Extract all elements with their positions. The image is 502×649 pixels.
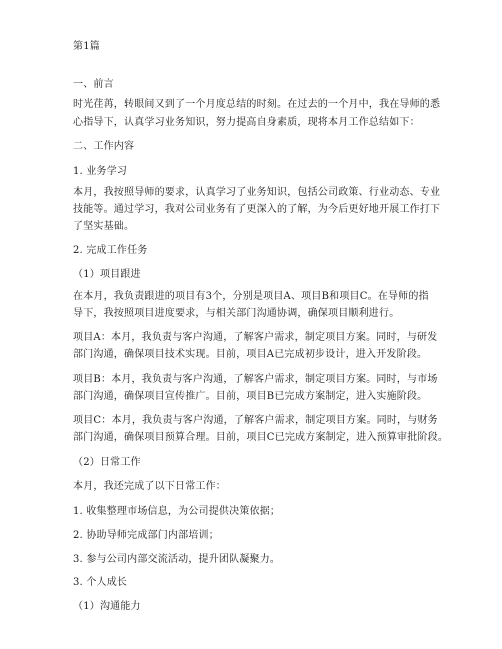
paragraph-line: 项目C：本月，我负责与客户沟通，了解客户需求，制定项目方案。同时，与财务 (73, 415, 438, 426)
paragraph-line: 导下，我按照项目进度要求，与相关部门沟通协调，确保项目顺利进行。 (73, 308, 400, 319)
item-title-growth: 3. 个人成长 (73, 577, 128, 588)
subtitle-project-tracking: （1）项目跟进 (73, 269, 141, 280)
section-title-preface: 一、前言 (73, 79, 114, 90)
list-item: 3. 参与公司内部交流活动，提升团队凝聚力。 (73, 554, 281, 565)
section-title-work: 二、工作内容 (73, 141, 135, 152)
list-item: 2. 协助导师完成部门内部培训； (73, 530, 219, 541)
paragraph-line: 部门沟通，确保项目技术实现。目前，项目A已完成初步设计，进入开发阶段。 (73, 349, 428, 360)
paragraph-line: 部门沟通，确保项目宣传推广。目前，项目B已完成方案制定，进入实施阶段。 (73, 391, 428, 402)
list-item: 1. 收集整理市场信息，为公司提供决策依据； (73, 506, 281, 517)
subtitle-daily-work: （2）日常工作 (73, 457, 141, 468)
paragraph-line: 部门沟通，确保项目预算合理。目前，项目C已完成方案制定，进入预算审批阶段。 (73, 432, 449, 443)
item-title-tasks: 2. 完成工作任务 (73, 245, 148, 256)
paragraph-line: 了坚实基础。 (73, 221, 135, 232)
paragraph-line: 时光荏苒，转眼间又到了一个月度总结的时刻。在过去的一个月中，我在导师的悉 (73, 99, 441, 110)
subtitle-communication: （1）沟通能力 (73, 601, 141, 612)
paragraph-line: 心指导下，认真学习业务知识，努力提高自身素质，现将本月工作总结如下： (73, 117, 420, 128)
paragraph-line: 项目B：本月，我负责与客户沟通，了解客户需求，制定项目方案。同时，与市场 (73, 374, 438, 385)
paragraph-line: 技能等。通过学习，我对公司业务有了更深入的了解，为今后更好地开展工作打下 (73, 204, 441, 215)
paragraph-line: 在本月，我负责跟进的项目有3个，分别是项目A、项目B和项目C。在导师的指 (73, 291, 429, 302)
paragraph-line: 本月，我还完成了以下日常工作： (73, 481, 226, 492)
chapter-heading: 第1篇 (73, 41, 100, 52)
paragraph-line: 项目A：本月，我负责与客户沟通，了解客户需求，制定项目方案。同时，与研发 (73, 332, 438, 343)
item-title-study: 1. 业务学习 (73, 166, 128, 177)
paragraph-line: 本月，我按照导师的要求，认真学习了业务知识，包括公司政策、行业动态、专业 (73, 187, 441, 198)
